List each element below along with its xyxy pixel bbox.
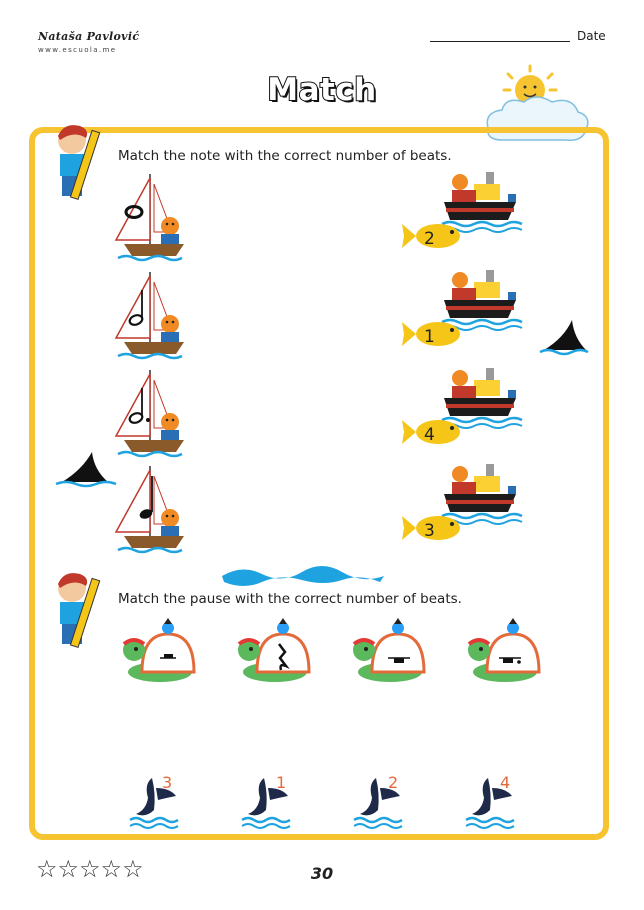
- wave-icon: [220, 560, 386, 586]
- sailboat-icon: [116, 272, 184, 358]
- steamboat-fish-number-4[interactable]: [398, 462, 528, 554]
- turtle-half-rest[interactable]: [120, 614, 204, 684]
- date-field-line[interactable]: [430, 41, 570, 42]
- steamboat-fish-number-3[interactable]: [398, 366, 528, 458]
- instruction-notes: Match the note with the correct number of beats.: [118, 148, 452, 164]
- steamboat-icon: [442, 464, 522, 524]
- turtle-dotted-whole-rest[interactable]: [465, 614, 549, 684]
- beat-number: 2: [388, 774, 399, 792]
- whale-tail-number-2[interactable]: [238, 774, 298, 834]
- whale-tail-number-3[interactable]: [350, 774, 410, 834]
- steamboat-icon: [442, 368, 522, 428]
- boy-with-pencil-icon: [46, 122, 106, 214]
- sailboat-icon: [116, 174, 184, 260]
- star-rating[interactable]: [36, 855, 144, 883]
- sailboat-icon: [116, 370, 184, 456]
- steamboat-icon: [442, 172, 522, 232]
- beat-number: 1: [424, 327, 435, 347]
- star-icon[interactable]: ☆: [100, 855, 123, 883]
- turtle-icon: [123, 618, 194, 682]
- turtle-whole-rest[interactable]: [350, 614, 434, 684]
- shark-fin-icon: [538, 318, 594, 358]
- page-title: Match: [267, 72, 377, 108]
- star-icon[interactable]: ☆: [57, 855, 80, 883]
- beat-number: 1: [276, 774, 287, 792]
- turtle-icon: [353, 618, 424, 682]
- website-url: www.escuola.me: [38, 46, 117, 54]
- beat-number: 4: [424, 425, 435, 445]
- beat-number: 3: [162, 774, 173, 792]
- sailboat-half-note[interactable]: [114, 268, 204, 360]
- whale-tail-number-4[interactable]: [462, 774, 522, 834]
- sailboat-icon: [116, 466, 184, 552]
- boy-with-pencil-icon: [46, 570, 106, 662]
- steamboat-fish-number-1[interactable]: [398, 170, 528, 262]
- turtle-icon: [468, 618, 539, 682]
- sailboat-dotted-half-note[interactable]: [114, 366, 204, 458]
- page-number: 30: [310, 864, 334, 883]
- shark-fin-icon: [54, 450, 118, 490]
- steamboat-fish-number-2[interactable]: [398, 268, 528, 360]
- beat-number: 2: [424, 229, 435, 249]
- star-icon[interactable]: ☆: [79, 855, 101, 883]
- steamboat-icon: [442, 270, 522, 330]
- sailboat-quarter-note[interactable]: [114, 462, 204, 554]
- sailboat-whole-note[interactable]: [114, 170, 204, 262]
- whale-tail-number-1[interactable]: [126, 774, 186, 834]
- turtle-quarter-rest[interactable]: [235, 614, 319, 684]
- beat-number: 4: [500, 774, 511, 792]
- turtle-icon: [238, 618, 309, 682]
- beat-number: 3: [424, 521, 435, 541]
- author-name: Nataša Pavlović: [38, 30, 140, 43]
- instruction-pauses: Match the pause with the correct number of beats.: [118, 591, 462, 607]
- star-icon[interactable]: ☆: [122, 855, 144, 883]
- star-icon[interactable]: ☆: [36, 855, 58, 883]
- date-label: Date: [577, 29, 606, 43]
